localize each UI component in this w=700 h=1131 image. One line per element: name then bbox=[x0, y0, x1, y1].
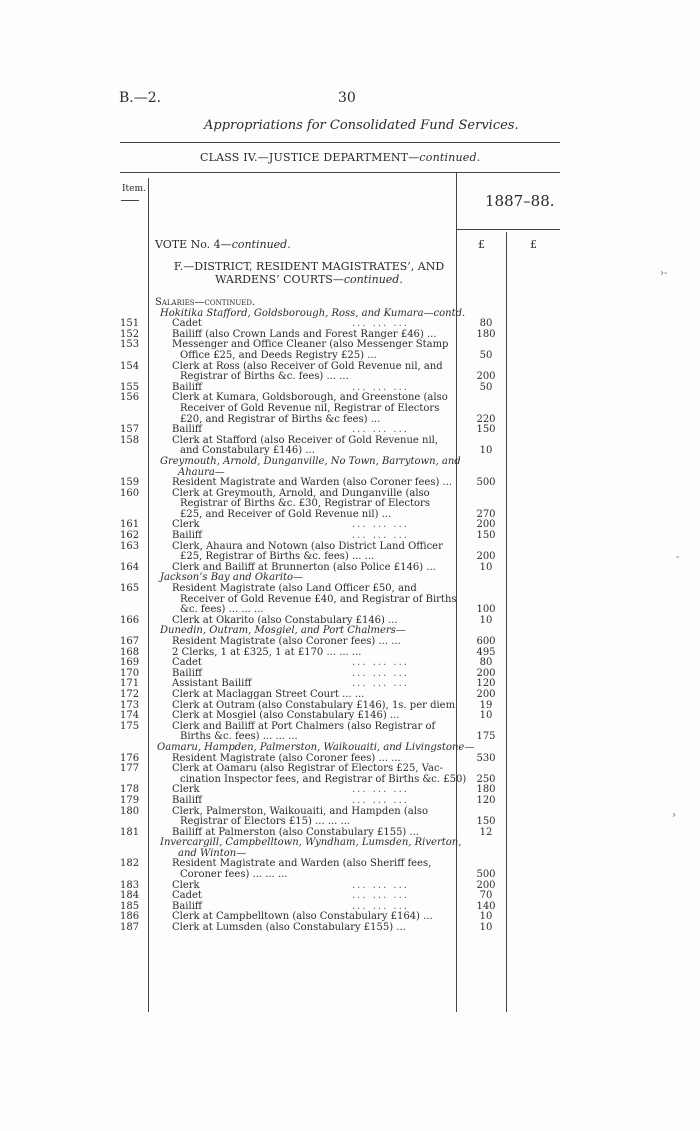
amount-value: 200 bbox=[476, 667, 496, 679]
item-description: Dunedin, Outram, Mosgiel, and Port Chalmers— bbox=[160, 625, 406, 637]
item-description: Coroner fees) ... ... ... bbox=[180, 869, 288, 881]
table-row bbox=[0, 881, 700, 892]
amount-value: 80 bbox=[479, 318, 493, 330]
table-row bbox=[0, 796, 700, 807]
item-column-header: Item. bbox=[122, 184, 146, 194]
amount-value: 120 bbox=[476, 794, 496, 806]
item-description: Resident Magistrate and Warden (also Coroner fees) ... bbox=[172, 477, 453, 489]
item-description: Bailiff bbox=[172, 794, 203, 806]
table-row bbox=[0, 658, 700, 669]
table-row bbox=[0, 351, 700, 362]
item-description: Clerk at Campbelltown (also Constabulary £164) ... bbox=[172, 911, 433, 923]
item-number: 173 bbox=[120, 699, 140, 711]
item-description: £25, Registrar of Births &c. fees) ... ... bbox=[180, 551, 375, 563]
item-underline bbox=[121, 200, 139, 201]
item-description: Resident Magistrate (also Land Officer £50, and bbox=[172, 583, 417, 595]
item-description: 2 Clerks, 1 at £325, 1 at £170 ... ... ... bbox=[172, 646, 362, 658]
table-row bbox=[0, 563, 700, 574]
item-description: Oamaru, Hampden, Palmerston, Waikouaiti, and Livingstone— bbox=[157, 741, 475, 753]
item-number: 181 bbox=[120, 826, 140, 838]
item-description: Bailiff at Palmerston (also Constabulary £155) ... bbox=[172, 826, 420, 838]
item-description: Clerk bbox=[172, 784, 200, 796]
amount-value: 250 bbox=[476, 773, 496, 785]
item-number: 169 bbox=[120, 657, 140, 669]
item-description: Receiver of Gold Revenue nil, Registrar of Electors bbox=[180, 402, 440, 414]
table-row bbox=[0, 520, 700, 531]
amount-value: 200 bbox=[476, 371, 496, 383]
amount-value: 150 bbox=[476, 530, 496, 542]
item-number: 171 bbox=[120, 678, 140, 690]
item-description: and Winton— bbox=[178, 847, 247, 859]
vote-heading: VOTE No. 4—continued. bbox=[155, 238, 291, 251]
amount-value: 50 bbox=[479, 381, 493, 393]
item-number: 186 bbox=[120, 911, 140, 923]
table-row bbox=[0, 595, 700, 606]
item-number: 163 bbox=[120, 540, 140, 552]
table-row bbox=[0, 807, 700, 818]
item-number: 176 bbox=[120, 752, 140, 764]
amount-value: 200 bbox=[476, 551, 496, 563]
item-description: Bailiff bbox=[172, 667, 203, 679]
amount-value: 150 bbox=[476, 816, 496, 828]
item-description: Clerk at Lumsden (also Constabulary £155) ... bbox=[172, 922, 406, 934]
amount-value: 150 bbox=[476, 424, 496, 436]
amount-value: 120 bbox=[476, 678, 496, 690]
margin-mark: › bbox=[672, 810, 676, 821]
page-subtitle: Appropriations for Consolidated Fund Services. bbox=[204, 118, 519, 133]
item-description: Greymouth, Arnold, Dunganville, No Town, Barrytown, and bbox=[160, 455, 461, 467]
item-description: &c. fees) ... ... ... bbox=[180, 604, 264, 616]
leader-dots: ... ... ... bbox=[352, 424, 409, 436]
item-description: Salaries—continued. bbox=[155, 297, 256, 308]
item-description: Clerk at Mosgiel (also Constabulary £146) ... bbox=[172, 710, 400, 722]
item-description: Bailiff bbox=[172, 424, 203, 436]
table-row bbox=[0, 298, 700, 309]
amount-value: 10 bbox=[479, 911, 493, 923]
item-number: 152 bbox=[120, 328, 140, 340]
amount-value: 500 bbox=[476, 477, 496, 489]
item-number: 177 bbox=[120, 763, 140, 775]
leader-dots: ... ... ... bbox=[352, 530, 409, 542]
leader-dots: ... ... ... bbox=[352, 784, 409, 796]
table-row bbox=[0, 372, 700, 383]
table-row bbox=[0, 309, 700, 320]
table-row bbox=[0, 891, 700, 902]
amount-value: 500 bbox=[476, 869, 496, 881]
item-description: Resident Magistrate (also Coroner fees) ... ... bbox=[172, 636, 401, 647]
item-description: Clerk bbox=[172, 879, 200, 891]
item-description: Ahaura— bbox=[178, 466, 225, 478]
item-description: Births &c. fees) ... ... ... bbox=[180, 731, 298, 743]
item-description: Receiver of Gold Revenue £40, and Registrar of Births bbox=[180, 593, 457, 605]
pound-symbol-2: £ bbox=[530, 238, 537, 251]
margin-mark: ›- bbox=[660, 268, 668, 279]
item-description: Bailiff bbox=[172, 530, 203, 542]
table-row bbox=[0, 404, 700, 415]
table-row bbox=[0, 923, 700, 934]
item-number: 164 bbox=[120, 561, 140, 573]
table-row bbox=[0, 870, 700, 881]
table-row bbox=[0, 743, 700, 754]
leader-dots: ... ... ... bbox=[352, 890, 409, 902]
amount-value: 70 bbox=[479, 890, 493, 902]
table-row bbox=[0, 637, 700, 648]
amount-value: 80 bbox=[479, 657, 493, 669]
year-underline bbox=[456, 229, 560, 230]
leader-dots: ... ... ... bbox=[352, 318, 409, 330]
item-number: 168 bbox=[120, 646, 140, 658]
item-description: Clerk at Stafford (also Receiver of Gold Revenue nil, bbox=[172, 434, 439, 446]
table-row bbox=[0, 785, 700, 796]
item-number: 155 bbox=[120, 381, 140, 393]
item-description: Assistant Bailiff bbox=[172, 678, 252, 690]
leader-dots: ... ... ... bbox=[352, 657, 409, 669]
leader-dots: ... ... ... bbox=[352, 794, 409, 806]
item-number: 167 bbox=[120, 636, 140, 647]
table-row bbox=[0, 457, 700, 468]
table-row bbox=[0, 690, 700, 701]
item-description: Clerk at Okarito (also Constabulary £146) ... bbox=[172, 614, 398, 626]
item-number: 182 bbox=[120, 858, 140, 870]
amount-value: 19 bbox=[479, 699, 493, 711]
item-number: 184 bbox=[120, 890, 140, 902]
table-row bbox=[0, 722, 700, 733]
amount-value: 600 bbox=[476, 636, 496, 647]
item-number: 170 bbox=[120, 667, 140, 679]
item-description: Resident Magistrate (also Coroner fees) ... ... bbox=[172, 752, 401, 764]
item-number: 175 bbox=[120, 720, 140, 732]
item-description: Clerk at Oamaru (also Registrar of Electors £25, Vac- bbox=[172, 763, 443, 775]
item-description: Hokitika Stafford, Goldsborough, Ross, and Kumara—contd. bbox=[160, 307, 466, 319]
amount-value: 220 bbox=[476, 413, 496, 425]
item-number: 162 bbox=[120, 530, 140, 542]
table-row bbox=[0, 838, 700, 849]
margin-mark: - bbox=[676, 552, 680, 563]
class-heading: CLASS IV.—JUSTICE DEPARTMENT—continued. bbox=[200, 151, 481, 164]
item-description: Registrar of Electors £15) ... ... ... bbox=[180, 816, 351, 828]
table-row bbox=[0, 669, 700, 680]
amount-value: 175 bbox=[476, 731, 496, 743]
item-number: 161 bbox=[120, 519, 140, 531]
amount-value: 180 bbox=[476, 784, 496, 796]
item-number: 174 bbox=[120, 710, 140, 722]
item-number: 158 bbox=[120, 434, 140, 446]
item-description: £20, and Registrar of Births &c fees) ... bbox=[180, 413, 381, 425]
item-number: 172 bbox=[120, 688, 140, 700]
item-number: 180 bbox=[120, 805, 140, 817]
amount-value: 200 bbox=[476, 688, 496, 700]
item-number: 166 bbox=[120, 614, 140, 626]
amount-value: 10 bbox=[479, 710, 493, 722]
item-description: Clerk and Bailiff at Port Chalmers (also Registrar of bbox=[172, 720, 436, 732]
item-number: 159 bbox=[120, 477, 140, 489]
item-number: 156 bbox=[120, 392, 140, 404]
item-number: 165 bbox=[120, 583, 140, 595]
section-heading: F.—DISTRICT, RESIDENT MAGISTRATES’, AND WARDENS’ COURTS—continued. bbox=[173, 260, 445, 286]
leader-dots: ... ... ... bbox=[352, 519, 409, 531]
item-description: Cadet bbox=[172, 657, 202, 669]
header-rule bbox=[120, 172, 560, 173]
amount-value: 12 bbox=[479, 826, 493, 838]
amount-value: 10 bbox=[479, 614, 493, 626]
item-description: Bailiff (also Crown Lands and Forest Ranger £46) ... bbox=[172, 328, 437, 340]
table-row bbox=[0, 648, 700, 659]
item-number: 179 bbox=[120, 794, 140, 806]
item-description: Clerk at Maclaggan Street Court ... ... bbox=[172, 688, 365, 700]
item-description: Bailiff bbox=[172, 381, 203, 393]
leader-dots: ... ... ... bbox=[352, 678, 409, 690]
item-number: 151 bbox=[120, 318, 140, 330]
item-description: Invercargill, Campbelltown, Wyndham, Lumsden, Riverton, bbox=[160, 837, 462, 849]
amount-value: 270 bbox=[476, 508, 496, 520]
amount-value: 495 bbox=[476, 646, 496, 658]
item-description: cination Inspector fees, and Registrar of Births &c. £50) bbox=[180, 773, 467, 785]
amount-value: 530 bbox=[476, 752, 496, 764]
item-description: Clerk at Greymouth, Arnold, and Dunganville (also bbox=[172, 487, 430, 499]
document-code: B.—2. bbox=[119, 90, 162, 106]
item-description: Registrar of Births &c. £30, Registrar of Electors bbox=[180, 498, 430, 510]
item-description: Clerk at Kumara, Goldsborough, and Greenstone (also bbox=[172, 392, 448, 404]
item-description: Jackson’s Bay and Okarito— bbox=[160, 572, 304, 584]
item-number: 185 bbox=[120, 900, 140, 912]
item-description: Clerk, Palmerston, Waikouaiti, and Hampden (also bbox=[172, 805, 429, 817]
table-row bbox=[0, 859, 700, 870]
item-description: Bailiff bbox=[172, 900, 203, 912]
amount-value: 140 bbox=[476, 900, 496, 912]
item-description: Cadet bbox=[172, 890, 202, 902]
table-row bbox=[0, 436, 700, 447]
amount-value: 200 bbox=[476, 879, 496, 891]
table-row bbox=[0, 415, 700, 426]
item-description: £25, and Receiver of Gold Revenue nil) ... bbox=[180, 508, 392, 520]
item-description: Office £25, and Deeds Registry £25) ... bbox=[180, 349, 377, 361]
leader-dots: ... ... ... bbox=[352, 667, 409, 679]
leader-dots: ... ... ... bbox=[352, 879, 409, 891]
amount-value: 50 bbox=[479, 349, 493, 361]
pound-symbol-1: £ bbox=[478, 238, 485, 251]
table-row bbox=[0, 362, 700, 373]
item-description: Clerk at Outram (also Constabulary £146), 1s. per diem bbox=[172, 699, 456, 711]
leader-dots: ... ... ... bbox=[352, 381, 409, 393]
table-row bbox=[0, 775, 700, 786]
item-description: Registrar of Births &c. fees) ... ... bbox=[180, 371, 349, 383]
item-description: and Constabulary £146) ... bbox=[180, 445, 315, 457]
item-number: 157 bbox=[120, 424, 140, 436]
item-description: Clerk bbox=[172, 519, 200, 531]
item-number: 154 bbox=[120, 360, 140, 372]
item-description: Cadet bbox=[172, 318, 202, 330]
item-number: 187 bbox=[120, 922, 140, 934]
item-description: Clerk, Ahaura and Notown (also District Land Officer bbox=[172, 540, 443, 552]
amount-value: 10 bbox=[479, 561, 493, 573]
item-number: 183 bbox=[120, 879, 140, 891]
item-number: 153 bbox=[120, 339, 140, 351]
year-column-header: 1887–88. bbox=[485, 192, 555, 210]
leader-dots: ... ... ... bbox=[352, 900, 409, 912]
item-description: Clerk and Bailiff at Brunnerton (also Police £146) ... bbox=[172, 561, 436, 573]
amount-value: 200 bbox=[476, 519, 496, 531]
item-description: Messenger and Office Cleaner (also Messenger Stamp bbox=[172, 339, 449, 351]
amount-value: 10 bbox=[479, 922, 493, 934]
amount-value: 100 bbox=[476, 604, 496, 616]
appropriation-table bbox=[0, 298, 700, 934]
item-number: 178 bbox=[120, 784, 140, 796]
table-row bbox=[0, 510, 700, 521]
item-description: Clerk at Ross (also Receiver of Gold Revenue nil, and bbox=[172, 360, 443, 372]
amount-value: 10 bbox=[479, 445, 493, 457]
page-number: 30 bbox=[338, 90, 356, 106]
top-rule bbox=[120, 142, 560, 143]
amount-value: 180 bbox=[476, 328, 496, 340]
item-number: 160 bbox=[120, 487, 140, 499]
item-description: Resident Magistrate and Warden (also Sheriff fees, bbox=[172, 858, 432, 870]
